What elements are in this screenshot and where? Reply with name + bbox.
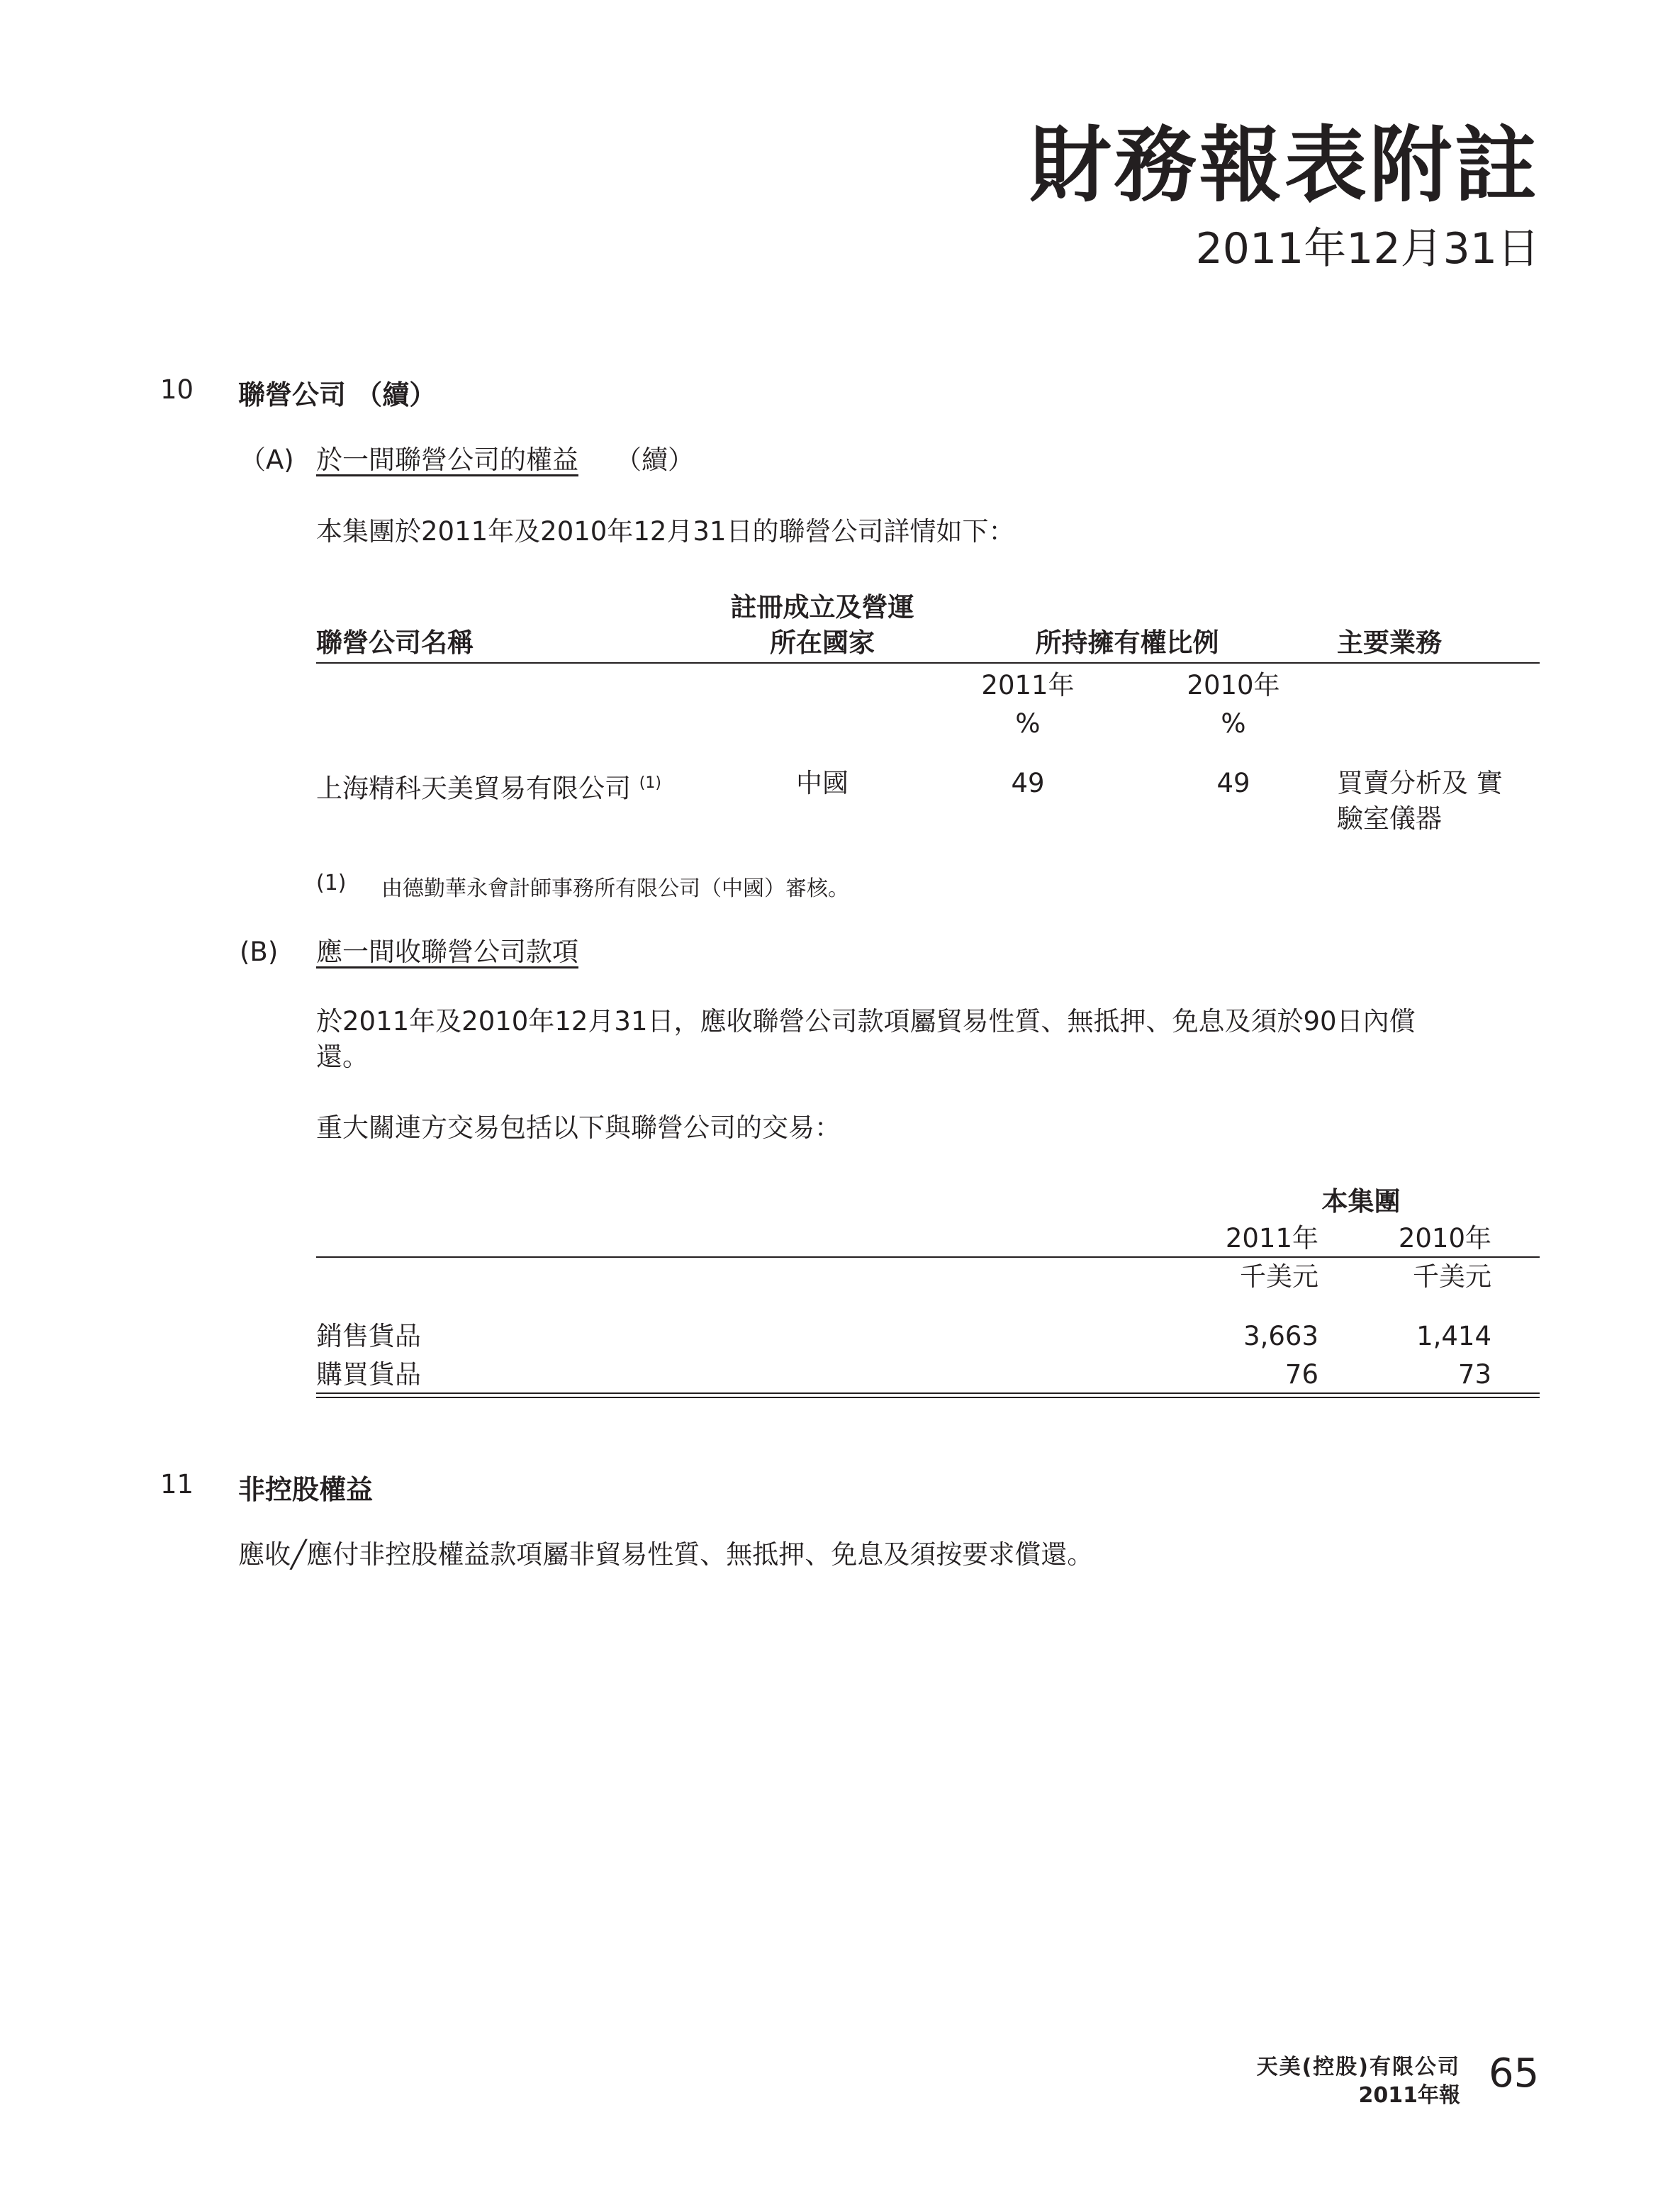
section-a-intro: 本集團於2011年及2010年12月31日的聯營公司詳情如下： [316,516,1015,547]
footer-report: 2011年報 [1358,2083,1460,2108]
footnote-text: 由德勤華永會計師事務所有限公司（中國）審核。 [381,876,849,901]
table-a-row-2011: 49 [1011,768,1045,798]
col-company-name: 聯營公司名稱 [316,627,474,658]
footnote-ref: (1) [639,774,661,792]
table-b-year-2010: 2010年 [1398,1223,1491,1254]
table-b-total-rule-1 [316,1392,1540,1394]
table-a-row-name [316,766,661,806]
table-a-row-business-1: 買賣分析及 實 [1337,768,1503,798]
section-b-para1-line1: 於2011年及2010年12月31日，應收聯營公司款項屬貿易性質、無抵押、免息及須於90日內償 [316,1006,1416,1037]
section-b-title: 應一間收聯營公司款項 [316,937,578,967]
table-b-header-rule [316,1256,1540,1258]
section-a-title: 於一間聯營公司的權益 [316,445,578,475]
table-b-unit-2010: 千美元 [1413,1261,1491,1292]
note-11-text: 應收╱應付非控股權益款項屬非貿易性質、無抵押、免息及須按要求償還。 [238,1539,1094,1570]
table-a-unit-2011: % [1015,708,1041,739]
section-a-cont: （續） [615,445,694,475]
col-business: 主要業務 [1337,627,1442,658]
footer-company: 天美(控股)有限公司 [1256,2055,1460,2080]
col-country-line2: 所在國家 [770,627,875,658]
table-a-row-country: 中國 [796,768,849,798]
col-ownership: 所持擁有權比例 [1035,627,1219,658]
note-11-heading: 非控股權益 [238,1474,374,1505]
table-a-row-2010: 49 [1216,768,1250,798]
table-b-row-2-label: 購買貨品 [316,1359,421,1390]
page-date: 2011年12月31日 [1195,224,1540,274]
table-b-row-1-2010: 1,414 [1416,1321,1491,1351]
col-country-line1: 註冊成立及營運 [730,592,914,623]
table-a-row-business-2: 驗室儀器 [1337,803,1442,834]
page-title: 財務報表附註 [1029,118,1540,213]
table-b-row-1-2011: 3,663 [1243,1321,1318,1351]
table-b-row-2-2011: 76 [1284,1359,1318,1390]
table-a-header-rule [316,662,1540,664]
company-name-text: 上海精科天美貿易有限公司 [316,773,631,804]
section-b-para1-line2: 還。 [316,1042,369,1072]
table-b-total-rule-2 [316,1397,1540,1398]
note-10-heading: 聯營公司 （續） [238,379,437,411]
section-a-label: （A) [240,445,294,475]
section-b-label: (B) [240,937,279,967]
note-10-number: 10 [160,374,194,405]
table-a-unit-2010: % [1221,708,1246,739]
table-a-year-2010: 2010年 [1187,670,1280,701]
table-b-group: 本集團 [1321,1186,1401,1217]
table-a-year-2011: 2011年 [981,670,1075,701]
section-b-para2: 重大關連方交易包括以下與聯營公司的交易： [316,1112,841,1143]
note-11-number: 11 [160,1469,194,1500]
table-b-row-2-2010: 73 [1457,1359,1491,1390]
page-number: 65 [1489,2050,1540,2097]
table-b-unit-2011: 千美元 [1240,1261,1318,1292]
table-b-year-2011: 2011年 [1225,1223,1318,1254]
footnote-number: (1) [316,871,347,895]
table-b-row-1-label: 銷售貨品 [316,1321,421,1351]
